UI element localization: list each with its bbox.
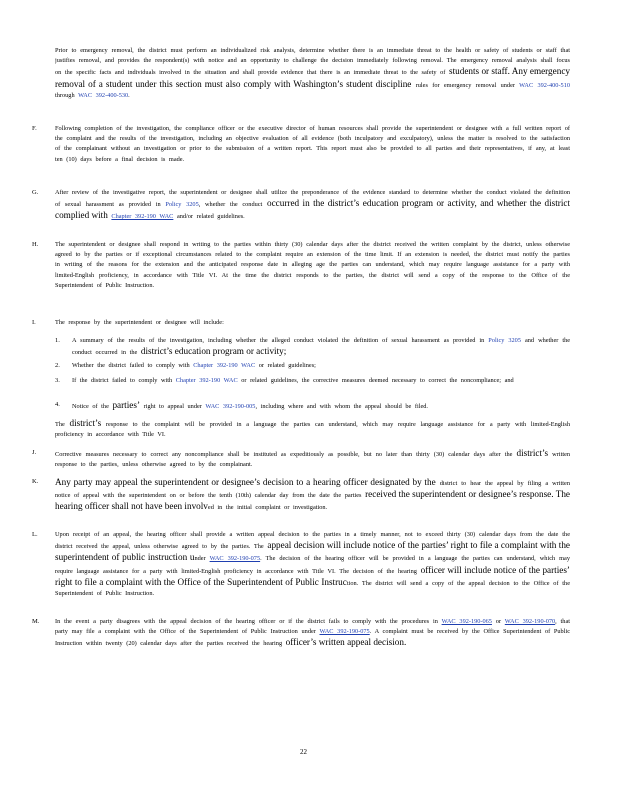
text: A summary of the results of the investigation, including whether the alleged conduct violated the definition of sexual harassment as provided in [72, 337, 485, 344]
section-j-paragraph [55, 448, 570, 470]
text: Notice of the [72, 403, 109, 410]
text: officer’s written appeal decision. [285, 637, 407, 648]
text: and/or related guidelines. [176, 213, 245, 221]
text: and whether the conduct occurred in the [72, 337, 570, 357]
policy-link[interactable]: Policy 3205 [165, 201, 199, 209]
text: ed in the initial complaint or investigation. [207, 504, 328, 512]
text: district to hear the appeal by filing a written notice of appeal with the superintendent on or before the tenth (10th) calendar day from the date the parties [55, 480, 570, 500]
text: The response by the superintendent or designee will include: [55, 319, 224, 326]
text: . A complaint must be received by the Office Superintendent of Public Instruction within twenty (20) calendar days after the parties received the hearing [55, 628, 570, 648]
text: occurred in the district’s education program or activity, and whether the district complied with [55, 198, 570, 221]
wac-link[interactable]: WAC 392-400-530 [78, 91, 129, 99]
text: If the district failed to comply with [72, 377, 173, 384]
list-number: 4. [55, 401, 60, 408]
text: The superintendent or designee shall respond in writing to the parties within thirty (30) calendar days after the district received the written complaint by the district, unless otherwise agreed to by the parties or if exceptional circumstances related to the complaint require an extension of the time limit. If an extension is needed, the district must notify the parties in writing of the reasons for the extension and the anticipated response date in alleging age the parties can understand, which may require language assistance for a party with limited-English proficiency, in accordance with Title VI. At the time the district responds to the parties, the district will send a copy of the response to the Office of the Superintendent of Public Instruction. [55, 241, 570, 289]
section-i-closing [55, 418, 570, 440]
text: district’s education program or activity; [140, 346, 287, 357]
section-marker-h: H. [32, 241, 39, 248]
wac-link[interactable]: WAC 392-190-070 [504, 618, 556, 625]
list-item [72, 400, 570, 412]
chapter-link[interactable]: Chapter 392-190 WAC [193, 362, 256, 369]
section-marker-j: J. [32, 449, 37, 456]
text: right to appeal under [143, 403, 202, 410]
section-marker-i: I. [32, 319, 36, 326]
list-number: 3. [55, 377, 60, 384]
section-marker-k: K. [32, 478, 39, 485]
text: tion. The district will send a copy of the appeal decision to the Office of the Superintendent of Public Instruction. [55, 579, 570, 598]
section-marker-g: G. [32, 189, 39, 196]
list-item [72, 336, 570, 358]
text: district’s [69, 418, 102, 428]
text: students or staff. Any emergency removal of a student under this section must also comply with Washington’s student discipline [55, 66, 570, 89]
text: or related guidelines; [258, 362, 316, 369]
wac-link[interactable]: WAC 392-400-510 [519, 81, 570, 89]
section-marker-m: M. [32, 618, 40, 625]
text: Any party may appeal the superintendent or designee’s decision to a hearing officer designated by the [55, 477, 436, 487]
wac-link[interactable]: WAC 392-190-075 [209, 555, 261, 563]
section-f-paragraph [55, 124, 570, 186]
text: . [128, 91, 130, 99]
text: Upon receipt of an appeal, the hearing officer shall provide a written appeal decision to the parties in a timely manner, not to exceed thirty (30) calendar days from the date the district received the appeal, unless otherwise agreed to by the parties. The [55, 531, 570, 551]
list-number: 1. [55, 337, 60, 344]
section-marker-f: F. [32, 125, 37, 132]
text: received the superintendent or designee’s response. The hearing officer shall not have been involv [55, 489, 570, 512]
text: The [55, 421, 65, 428]
text: officer will include notice of the parties’ right to file a complaint with the Office of the Superintendent of Public Instruc [55, 564, 570, 587]
text: Prior to emergency removal, the district must perform an individualized risk analysis, determine whether there is an immediate threat to the health or safety of students or staff that justifies removal, and provides the respondent(s) with notice and an opportunity to challenge the decision immediately following removal. The emergency removal analysis shall focus on the specific facts and individuals involved in the situation and shall provide evidence that there is an immediate threat to the safety of [55, 47, 570, 77]
text: nder [194, 555, 206, 563]
text: parties’ [112, 400, 141, 410]
section-marker-l: L. [32, 531, 38, 538]
section-h-paragraph [55, 240, 570, 312]
list-item [72, 361, 570, 372]
text: through [55, 91, 75, 99]
text: rules for emergency removal under [415, 81, 515, 89]
text: Whether the district failed to comply with [72, 362, 190, 369]
wac-link[interactable]: WAC 392-190-065 [441, 618, 492, 625]
section-l-paragraph [55, 530, 570, 612]
text: In the event a party disagrees with the appeal decision of the hearing officer or if the district fails to comply with the procedures in [55, 618, 438, 625]
text: Following completion of the investigation, the compliance officer or the executive director of human resources shall provide the superintendent or designee with a full written report of the complaint and the results of the investigation, including an objective evaluation of all evidence (both inculpatory and exculpatory), unless the matter is resolved to the satisfaction of the complainant without an investigation or prior to the submission of a written report. This report must also be provided to all parties and their representatives, if any, at least ten (10) days before a final decision is made. [55, 125, 570, 163]
text: response to the complaint will be provided in a language the parties can understand, which may require language assistance for a party with limited-English proficiency in accordance with Title VI. [55, 421, 570, 439]
emergency-removal-paragraph [55, 46, 570, 124]
section-m-paragraph [55, 617, 570, 663]
wac-link[interactable]: WAC 392-190-005 [205, 403, 256, 410]
text: , whether the conduct [198, 201, 263, 209]
text: or [495, 618, 502, 625]
section-k-paragraph [55, 477, 570, 523]
list-item [72, 376, 570, 398]
text: , including where and with whom the appeal should be filed. [255, 403, 428, 410]
text: After review of the investigative report, the superintendent or designee shall utilize the preponderance of the evidence standard to determine whether the conduct violated the definition of sexual harassment as provided in [55, 189, 570, 209]
list-number: 2. [55, 362, 60, 369]
section-i-intro [55, 318, 570, 329]
text: appeal decision will include notice of the parties’ right to file a complaint with the superintendent of public instruction u [55, 540, 570, 563]
text: Corrective measures necessary to correct any noncompliance shall be instituted as expeditiously as possible, but no later than thirty (30) calendar days after the [55, 451, 513, 458]
text: . The decision of the hearing officer will be provided in a language the parties can understand, which may require language assistance for a party with limited-English proficiency in accordance with Title VI. The decision of the hearing [55, 555, 570, 575]
text: , that party may file a complaint with the Office of the Superintendent of Public Instruction under [55, 618, 570, 636]
page-number: 22 [300, 748, 307, 756]
text: or related guidelines, the corrective measures deemed necessary to correct the noncompliance; and [241, 377, 514, 384]
text: district’s [516, 448, 549, 458]
chapter-link[interactable]: Chapter 392-190 WAC [175, 377, 238, 384]
section-g-paragraph [55, 188, 570, 230]
chapter-link[interactable]: Chapter 392-190 WAC [111, 213, 174, 221]
text: written response to the parties, unless otherwise agreed to by the complainant. [55, 451, 570, 469]
wac-link[interactable]: WAC 392-190-075 [319, 628, 370, 636]
policy-link[interactable]: Policy 3205 [488, 337, 521, 344]
